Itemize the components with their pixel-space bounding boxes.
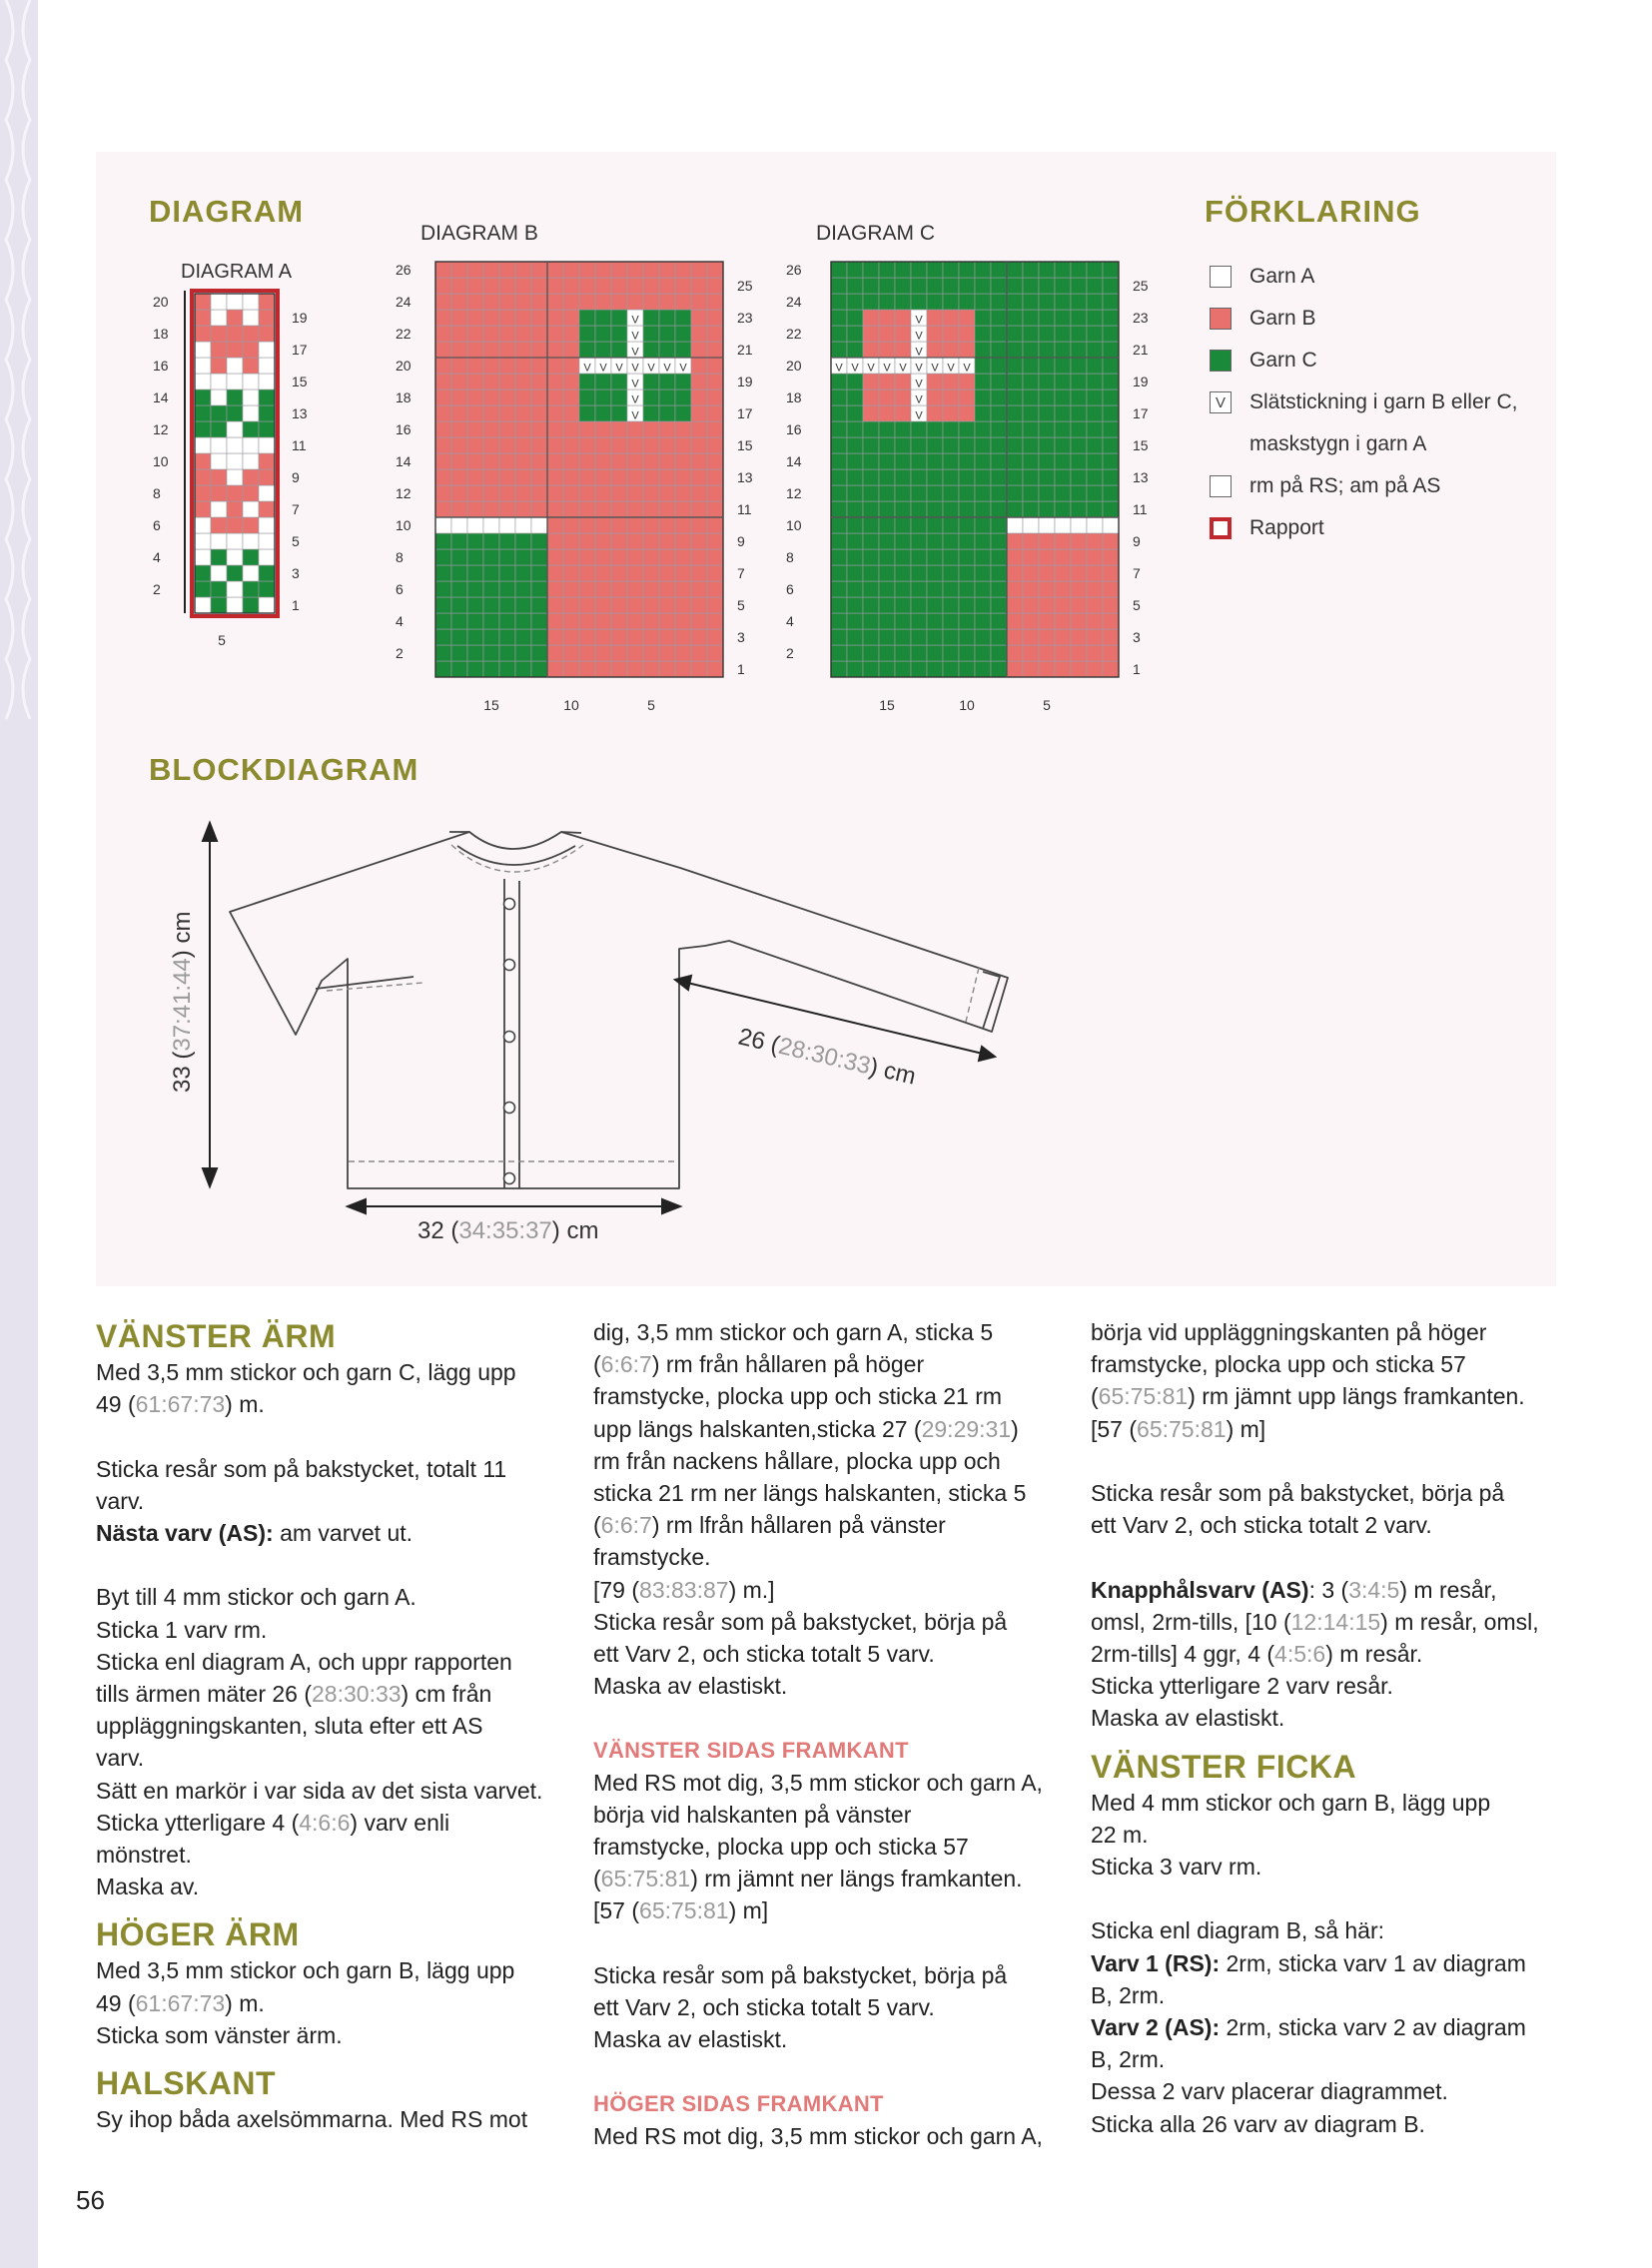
text-line: 22 m.: [1091, 1821, 1149, 1848]
cuff-stitch-left: [327, 983, 423, 991]
diagram-c-row-label: 18: [786, 389, 802, 405]
text-line: 2rm-tills] 4 ggr, 4 (4:5:6) m resår.: [1091, 1641, 1423, 1667]
diagram-c-row-label: 14: [786, 453, 802, 469]
text-line: Sticka resår som på bakstycket, börja på: [1091, 1480, 1505, 1506]
diagram-b-col-label: 5: [647, 697, 655, 713]
diagram-b-v-mark: V: [631, 346, 639, 359]
diagram-a-row-label: 1: [292, 597, 300, 613]
diagram-a-row-label: 3: [292, 565, 300, 581]
legend-heading: FÖRKLARING: [1205, 194, 1421, 229]
text-line: Varv 2 (AS): 2rm, sticka varv 2 av diagram: [1091, 2014, 1526, 2041]
diagram-c-v-mark: V: [963, 362, 971, 375]
diagram-c-v-mark: V: [915, 314, 923, 327]
button-2: [504, 960, 515, 971]
diagram-b-v-mark: V: [631, 378, 639, 390]
diagram-c-row-label: 20: [786, 358, 802, 374]
arrowhead-up: [203, 823, 217, 841]
vanster-ficka-heading: VÄNSTER FICKA: [1091, 1748, 1357, 1785]
diagram-b-row-label: 6: [396, 581, 404, 597]
diagram-c-v-mark: V: [915, 346, 923, 359]
diagram-c-v-mark: V: [899, 362, 907, 375]
diagram-a-row-label: 4: [153, 549, 161, 565]
diagram-b-row-label: 15: [737, 437, 753, 453]
text-line: Sticka enl diagram A, och uppr rapporten: [96, 1648, 512, 1675]
text-line: Sy ihop båda axelsömmarna. Med RS mot: [96, 2106, 528, 2133]
text-line: börja vid halskanten på vänster: [593, 1801, 912, 1828]
diagram-b-row-label: 12: [396, 485, 412, 501]
diagram-a-row-label: 8: [153, 485, 161, 501]
diagram-c-col-label: 15: [879, 697, 895, 713]
diagram-b-row-label: 17: [737, 405, 753, 421]
diagram-a-row-label: 5: [292, 533, 300, 549]
text-line: framstycke.: [593, 1544, 711, 1571]
legend-label: Garn B: [1249, 307, 1316, 330]
text-line: omsl, 2rm-tills, [10 (12:14:15) m resår, omsl,: [1091, 1608, 1539, 1635]
diagram-c-col-label: 10: [959, 697, 975, 713]
cardigan-outline: [230, 832, 1008, 1188]
diagram-c-row-label: 12: [786, 485, 802, 501]
diagram-c-row-label: 4: [786, 613, 794, 629]
diagram-a-row-label: 16: [153, 358, 169, 374]
vanster-framkant-heading: VÄNSTER SIDAS FRAMKANT: [593, 1737, 909, 1763]
legend-label: Slätstickning i garn B eller C,: [1249, 390, 1518, 413]
diagram-b-row-label: 26: [396, 262, 412, 278]
diagram-a-row-label: 19: [292, 310, 308, 326]
diagram-b-row-label: 7: [737, 565, 745, 581]
text-line: Sticka enl diagram B, så här:: [1091, 1917, 1385, 1944]
text-line: Maska av elastiskt.: [1091, 1705, 1285, 1732]
legend-continuation: maskstygn i garn A: [1249, 432, 1427, 455]
diagram-a-row-label: 10: [153, 453, 169, 469]
text-line: dig, 3,5 mm stickor och garn A, sticka 5: [593, 1319, 994, 1345]
text-line: ett Varv 2, och sticka totalt 5 varv.: [593, 1641, 935, 1668]
diagram-b-row-label: 9: [737, 533, 745, 549]
sleeve-arrow: [683, 982, 987, 1055]
diagram-c-row-label: 13: [1133, 469, 1149, 485]
diagram-b-v-mark: V: [631, 393, 639, 406]
diagram-a-row-label: 12: [153, 421, 169, 437]
diagram-c-v-mark: V: [915, 362, 923, 375]
blockdiagram-heading: BLOCKDIAGRAM: [149, 752, 419, 787]
text-line: Med RS mot dig, 3,5 mm stickor och garn A,: [593, 2122, 1043, 2149]
text-line: (6:6:7) rm lfrån hållaren på vänster: [593, 1512, 946, 1539]
diagram-heading: DIAGRAM: [149, 194, 305, 229]
diagram-a-row-label: 14: [153, 389, 169, 405]
text-line: (65:75:81) rm jämnt ner längs framkanten.: [593, 1866, 1023, 1892]
text-line: (65:75:81) rm jämnt upp längs framkanten.: [1091, 1383, 1525, 1410]
text-line: B, 2rm.: [1091, 2046, 1166, 2073]
text-line: varv.: [96, 1487, 145, 1514]
diagram-a-row-label: 17: [292, 342, 308, 358]
diagram-b-row-label: 22: [396, 326, 412, 342]
diagram-b-v-mark: V: [647, 362, 655, 375]
text-column-3: [1091, 1316, 1560, 2140]
diagram-b-v-mark: V: [663, 362, 671, 375]
text-line: framstycke, plocka upp och sticka 57: [593, 1834, 969, 1861]
text-line: Sticka 3 varv rm.: [1091, 1854, 1262, 1881]
text-line: Nästa varv (AS): am varvet ut.: [96, 1520, 413, 1546]
diagram-c-v-mark: V: [947, 362, 955, 375]
v-mark: V: [1215, 393, 1226, 411]
text-line: börja vid uppläggningskanten på höger: [1091, 1319, 1487, 1345]
diagram-c-v-mark: V: [883, 362, 891, 375]
text-line: varv.: [96, 1745, 145, 1772]
diagram-b-row-label: 4: [396, 613, 404, 629]
diagram-c-v-mark: V: [915, 393, 923, 406]
diagram-b-v-mark: V: [631, 330, 639, 343]
diagram-c-row-label: 11: [1133, 501, 1148, 517]
diagram-c-row-label: 25: [1133, 278, 1149, 294]
text-line: upp längs halskanten,sticka 27 (29:29:31): [593, 1415, 1019, 1442]
text-line: [79 (83:83:87) m.]: [593, 1576, 775, 1603]
text-line: Knapphålsvarv (AS): 3 (3:4:5) m resår,: [1091, 1576, 1497, 1603]
diagram-b-row-label: 3: [737, 629, 745, 645]
diagram-b-v-mark: V: [679, 362, 687, 375]
text-line: Sätt en markör i var sida av det sista varvet.: [96, 1777, 543, 1804]
diagram-c-v-mark: V: [915, 409, 923, 422]
collar-band: [449, 832, 581, 833]
text-line: uppläggningskanten, sluta efter ett AS: [96, 1713, 483, 1740]
text-line: rm från nackens hållare, plocka upp och: [593, 1447, 1001, 1474]
text-line: Sticka resår som på bakstycket, börja på: [593, 1961, 1008, 1988]
diagram-c-row-label: 8: [786, 549, 794, 565]
diagram-c-row-label: 6: [786, 581, 794, 597]
arrowhead-down: [203, 1168, 217, 1186]
diagram-b-row-label: 8: [396, 549, 404, 565]
text-line: Varv 1 (RS): 2rm, sticka varv 1 av diagram: [1091, 1949, 1526, 1976]
arrowhead-right: [662, 1199, 680, 1213]
text-line: Maska av elastiskt.: [593, 2026, 788, 2053]
text-line: Sticka som vänster ärm.: [96, 2021, 343, 2048]
diagram-b-row-label: 10: [396, 517, 412, 533]
arrowhead-left: [348, 1199, 366, 1213]
text-line: framstycke, plocka upp och sticka 21 rm: [593, 1383, 1003, 1410]
arrowhead-sleeve-end: [979, 1047, 995, 1061]
diagram-b-label: DIAGRAM B: [420, 222, 538, 245]
diagram-b-row-label: 19: [737, 374, 753, 389]
text-line: framstycke, plocka upp och sticka 57: [1091, 1351, 1466, 1378]
sleeve-label: 26 (28:30:33) cm: [735, 1023, 919, 1091]
hoger-arm-heading: HÖGER ÄRM: [96, 1916, 300, 1953]
diagram-b-row-label: 11: [737, 501, 752, 517]
diagram-b-v-mark: V: [615, 362, 623, 375]
right-cuff: [983, 972, 1000, 1029]
diagram-a-row-label: 2: [153, 581, 161, 597]
text-line: mönstret.: [96, 1842, 192, 1869]
text-line: 49 (61:67:73) m.: [96, 1391, 265, 1418]
legend-label: Garn A: [1249, 265, 1315, 288]
diagram-c-row-label: 17: [1133, 405, 1149, 421]
arrowhead-sleeve-start: [675, 976, 691, 990]
diagram-a-row-label: 7: [292, 501, 300, 517]
diagram-c-v-mark: V: [931, 362, 939, 375]
diagram-c-row-label: 5: [1133, 597, 1141, 613]
diagram-c-v-mark: V: [915, 330, 923, 343]
diagram-c-row-label: 21: [1133, 342, 1149, 358]
diagram-b-v-mark: V: [583, 362, 591, 375]
diagram-b-row-label: 20: [396, 358, 412, 374]
text-line: Med 3,5 mm stickor och garn B, lägg upp: [96, 1957, 515, 1984]
diagram-a-row-label: 18: [153, 326, 169, 342]
text-line: Maska av.: [96, 1874, 200, 1900]
diagram-c-row-label: 1: [1133, 661, 1141, 677]
diagram-c-row-label: 22: [786, 326, 802, 342]
diagram-c-v-mark: V: [867, 362, 875, 375]
text-line: Byt till 4 mm stickor och garn A.: [96, 1584, 416, 1611]
diagram-c-row-label: 16: [786, 421, 802, 437]
diagram-a-row-label: 9: [292, 469, 300, 485]
diagram-b-row-label: 24: [396, 294, 412, 310]
text-line: (6:6:7) rm från hållaren på höger: [593, 1351, 925, 1378]
text-line: tills ärmen mäter 26 (28:30:33) cm från: [96, 1681, 492, 1707]
diagram-b-row-label: 23: [737, 310, 753, 326]
button-3: [504, 1032, 515, 1043]
diagram-c-row-label: 10: [786, 517, 802, 533]
legend-label: rm på RS; am på AS: [1249, 474, 1441, 497]
hoger-framkant-heading: HÖGER SIDAS FRAMKANT: [593, 2090, 884, 2116]
text-line: Sticka alla 26 varv av diagram B.: [1091, 2110, 1425, 2137]
text-line: Sticka 1 varv rm.: [96, 1616, 268, 1643]
text-column-2: [593, 1316, 1063, 2152]
diagram-a-col-label: 5: [218, 632, 226, 648]
button-4: [504, 1103, 515, 1114]
diagram-a-row-label: 11: [292, 437, 307, 453]
diagram-c-row-label: 19: [1133, 374, 1149, 389]
diagram-c-v-mark: V: [851, 362, 859, 375]
text-line: Med RS mot dig, 3,5 mm stickor och garn A,: [593, 1769, 1043, 1796]
diagram-c-row-label: 7: [1133, 565, 1141, 581]
diagram-b-col-label: 10: [563, 697, 579, 713]
diagram-c-row-label: 26: [786, 262, 802, 278]
cuff-stitch-right: [966, 968, 979, 1022]
text-line: [57 (65:75:81) m]: [593, 1897, 769, 1924]
text-line: Med 3,5 mm stickor och garn C, lägg upp: [96, 1359, 516, 1385]
diagram-b-row-label: 1: [737, 661, 745, 677]
text-line: Dessa 2 varv placerar diagrammet.: [1091, 2078, 1448, 2105]
diagram-a-row-label: 20: [153, 294, 169, 310]
diagram-b-row-label: 25: [737, 278, 753, 294]
diagram-b-v-mark: V: [599, 362, 607, 375]
text-line: sticka 21 rm ner längs halskanten, sticka 5: [593, 1480, 1027, 1507]
diagram-a-row-label: 13: [292, 405, 308, 421]
text-line: B, 2rm.: [1091, 1981, 1166, 2008]
diagram-b-v-mark: V: [631, 362, 639, 375]
diagram-c-col-label: 5: [1043, 697, 1051, 713]
diagram-b-row-label: 5: [737, 597, 745, 613]
diagram-c-row-label: 24: [786, 294, 802, 310]
diagram-a-label: DIAGRAM A: [181, 261, 293, 283]
diagram-b-v-mark: V: [631, 314, 639, 327]
diagram-c-row-label: 3: [1133, 629, 1141, 645]
text-line: Sticka ytterligare 2 varv resår.: [1091, 1673, 1393, 1700]
diagram-c-row-label: 15: [1133, 437, 1149, 453]
text-line: Sticka ytterligare 4 (4:6:6) varv enli: [96, 1809, 450, 1836]
diagram-b-row-label: 13: [737, 469, 753, 485]
text-line: Sticka resår som på bakstycket, totalt 11: [96, 1455, 507, 1482]
left-cuff: [316, 977, 413, 989]
height-label: 33 (37:41:44) cm: [169, 911, 196, 1093]
legend-label: Rapport: [1249, 516, 1324, 539]
diagram-a-row-label: 6: [153, 517, 161, 533]
diagram-c-row-label: 2: [786, 645, 794, 661]
legend-label: Garn C: [1249, 349, 1317, 372]
text-line: Med 4 mm stickor och garn B, lägg upp: [1091, 1789, 1491, 1816]
button-5: [504, 1173, 515, 1184]
diagram-b-v-mark: V: [631, 409, 639, 422]
diagram-c-row-label: 9: [1133, 533, 1141, 549]
text-line: ett Varv 2, och sticka totalt 2 varv.: [1091, 1512, 1432, 1539]
width-label: 32 (34:35:37) cm: [417, 1217, 599, 1244]
text-line: ett Varv 2, och sticka totalt 5 varv.: [593, 1994, 935, 2021]
diagram-b-row-label: 14: [396, 453, 412, 469]
text-line: Sticka resår som på bakstycket, börja på: [593, 1608, 1008, 1635]
text-line: Maska av elastiskt.: [593, 1673, 788, 1700]
diagram-c-row-label: 23: [1133, 310, 1149, 326]
diagram-c-v-mark: V: [835, 362, 843, 375]
text-line: [57 (65:75:81) m]: [1091, 1415, 1266, 1442]
diagram-c-v-mark: V: [915, 378, 923, 390]
diagram-a-row-label: 15: [292, 374, 308, 389]
halskant-heading: HALSKANT: [96, 2065, 276, 2102]
diagram-b-row-label: 2: [396, 645, 404, 661]
diagram-b-row-label: 21: [737, 342, 753, 358]
vanster-arm-heading: VÄNSTER ÄRM: [96, 1318, 337, 1354]
page-number: 56: [76, 2185, 105, 2215]
button-1: [504, 899, 515, 910]
diagram-b-col-label: 15: [483, 697, 499, 713]
diagram-b-row-label: 18: [396, 389, 412, 405]
text-column-1: [96, 1316, 565, 2135]
diagram-b-row-label: 16: [396, 421, 412, 437]
text-line: 49 (61:67:73) m.: [96, 1989, 265, 2016]
diagram-c-label: DIAGRAM C: [816, 222, 936, 245]
